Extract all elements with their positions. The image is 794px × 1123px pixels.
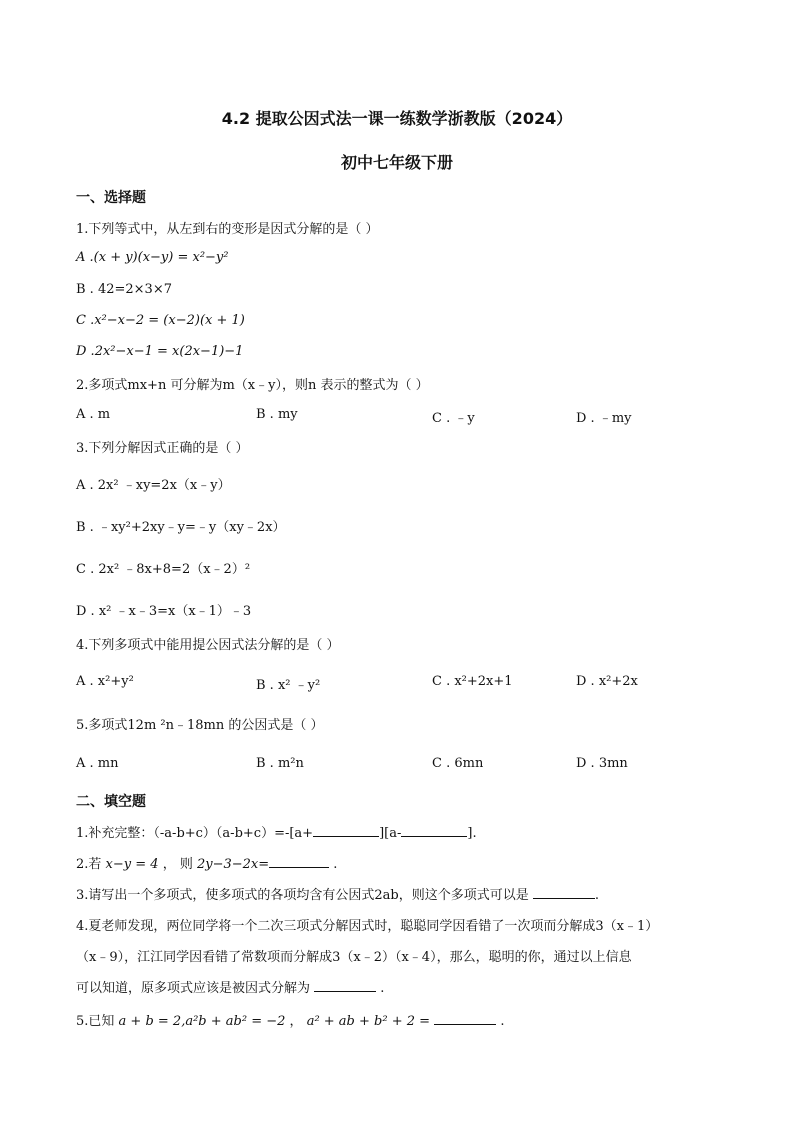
fill-3-text-a: 3.请写出一个多项式，使多项式的各项均含有公因式2ab，则这个多项式可以是	[76, 888, 529, 903]
question-3-option-a: A . 2x² ﹣xy=2x（x﹣y）	[76, 478, 231, 493]
fill-2-math-condition: x−y = 4	[105, 857, 159, 872]
fill-2-text-b: ， 则	[162, 857, 193, 872]
fill-1-blank-1[interactable]	[313, 824, 379, 837]
document-title: 4.2 提取公因式法一课一练数学浙教版（2024）	[221, 109, 573, 128]
fill-5-math-condition: a + b = 2,a²b + ab² = −2	[118, 1014, 286, 1029]
fill-5-text-c: .	[500, 1014, 505, 1029]
question-4-option-c: C . x²+2x+1	[432, 674, 513, 689]
question-2-stem: 2.多项式mx+n 可分解为m（x﹣y），则n 表示的整式为（ ）	[76, 378, 429, 393]
question-2-option-a: A . m	[76, 407, 111, 422]
fill-2	[76, 853, 337, 872]
fill-3	[76, 884, 599, 903]
fill-4-line-3	[76, 977, 384, 996]
fill-1-blank-2[interactable]	[401, 824, 467, 837]
question-1-option-c: C .x²−x−2 = (x−2)(x + 1)	[76, 313, 245, 328]
fill-4-text: 可以知道，原多项式应该是被因式分解为	[76, 981, 311, 996]
fill-5-text-a: 5.已知	[76, 1014, 115, 1029]
question-3-option-d: D . x² ﹣x﹣3=x（x﹣1）﹣3	[76, 604, 252, 619]
question-2-option-d: D . ﹣my	[576, 411, 632, 426]
fill-4-period: .	[380, 981, 385, 996]
question-1-option-a: A .(x + y)(x−y) = x²−y²	[76, 250, 229, 265]
question-5-option-a: A . mn	[76, 756, 119, 771]
fill-4-line-1: 4.夏老师发现，两位同学将一个二次三项式分解因式时，聪聪同学因看错了一次项而分解成3（x﹣1）	[76, 919, 659, 934]
fill-1-text-c: ].	[467, 826, 477, 841]
question-1-option-b: B . 42=2×3×7	[76, 282, 172, 297]
fill-1-text-a: 1.补充完整：（-a-b+c）（a-b+c）=-[a+	[76, 826, 314, 841]
fill-4-blank[interactable]	[314, 979, 376, 992]
question-4-stem: 4.下列多项式中能用提公因式法分解的是（ ）	[76, 638, 340, 653]
fill-4-line-2: （x﹣9），江江同学因看错了常数项而分解成3（x﹣2）（x﹣4），那么，聪明的你，通过以上信息	[76, 950, 632, 965]
question-3-option-b: B . ﹣xy²+2xy﹣y=﹣y（xy﹣2x）	[76, 520, 286, 535]
fill-2-text-a: 2.若	[76, 857, 102, 872]
fill-5-text-b: ，	[289, 1014, 303, 1029]
fill-2-blank[interactable]	[269, 855, 329, 868]
question-4-option-b: B . x² ﹣y²	[256, 678, 321, 693]
question-1-stem: 1.下列等式中，从左到右的变形是因式分解的是（ ）	[76, 222, 379, 237]
question-4-option-a: A . x²+y²	[76, 674, 134, 689]
question-3-stem: 3.下列分解因式正确的是（ ）	[76, 441, 249, 456]
fill-5-blank[interactable]	[434, 1012, 496, 1025]
question-4-option-d: D . x²+2x	[576, 674, 638, 689]
fill-2-text-c: .	[333, 857, 338, 872]
fill-3-text-b: .	[594, 888, 600, 903]
fill-3-blank[interactable]	[533, 886, 595, 899]
fill-1-text-b: ][a-	[379, 826, 402, 841]
question-1-option-d: D .2x²−x−1 = x(2x−1)−1	[76, 344, 244, 359]
section-heading-choice: 一、选择题	[76, 190, 146, 206]
document-subtitle: 初中七年级下册	[340, 153, 453, 172]
question-2-option-b: B . my	[256, 407, 298, 422]
fill-5	[76, 1010, 504, 1029]
question-3-option-c: C . 2x² ﹣8x+8=2（x﹣2）²	[76, 562, 251, 577]
question-5-option-c: C . 6mn	[432, 756, 484, 771]
fill-5-math-expression: a² + ab + b² + 2 =	[306, 1014, 431, 1029]
question-5-option-d: D . 3mn	[576, 756, 628, 771]
question-5-option-b: B . m²n	[256, 756, 304, 771]
fill-2-math-expression: 2y−3−2x=	[196, 857, 270, 872]
section-heading-fill: 二、填空题	[76, 794, 146, 810]
question-5-stem: 5.多项式12m ²n﹣18mn 的公因式是（ ）	[76, 718, 324, 733]
question-2-option-c: C . ﹣y	[432, 411, 475, 426]
fill-1	[76, 822, 477, 841]
